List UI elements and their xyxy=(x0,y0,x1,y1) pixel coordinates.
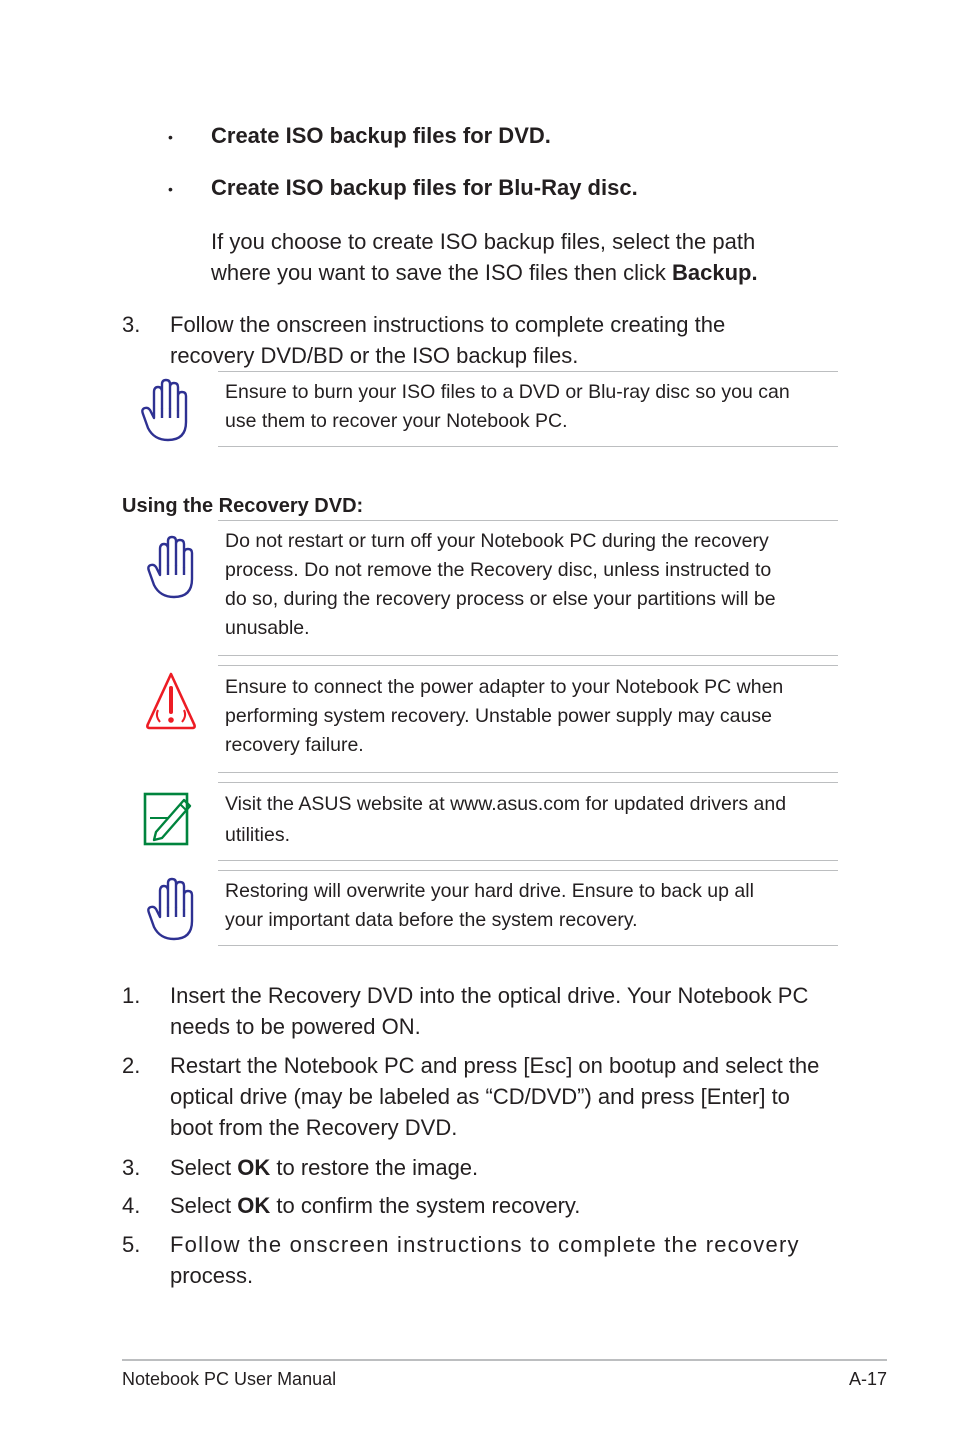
bullet-dot: • xyxy=(168,181,173,197)
backup-keyword: Backup. xyxy=(672,260,758,285)
step-number: 2. xyxy=(122,1053,141,1078)
step-number: 5. xyxy=(122,1232,141,1257)
section-heading: Using the Recovery DVD: xyxy=(122,495,364,517)
step-number: 4. xyxy=(122,1193,141,1218)
rule xyxy=(218,870,838,871)
rule xyxy=(218,782,838,783)
step-2-text: Restart the Notebook PC and press [Esc] on bootup and select the optical drive (may be labeled as “CD/DVD”) and press [Enter] to boot from the Recovery DVD. xyxy=(170,1053,820,1140)
rule xyxy=(218,655,838,656)
step-5-text: Follow the onscreen instructions to complete the recovery process. xyxy=(170,1232,800,1288)
bullet-dot: • xyxy=(168,129,173,145)
footer-title: Notebook PC User Manual xyxy=(122,1369,337,1389)
rule xyxy=(218,371,838,372)
iso-paragraph-line2: where you want to save the ISO files then click Backup. xyxy=(211,260,758,285)
footer-rule xyxy=(122,1359,887,1361)
step-number: 1. xyxy=(122,983,141,1008)
step3-text: Follow the onscreen instructions to complete creating the recovery DVD/BD or the ISO backup files. xyxy=(170,312,726,368)
warning-icon xyxy=(144,670,198,732)
iso-paragraph xyxy=(211,226,837,288)
ok-keyword: OK xyxy=(237,1193,271,1218)
step-1-text: Insert the Recovery DVD into the optical drive. Your Notebook PC needs to be powered ON. xyxy=(170,983,809,1039)
rule xyxy=(218,520,838,521)
rule xyxy=(218,945,838,946)
iso-paragraph-line1: If you choose to create ISO backup files, select the path xyxy=(211,229,756,254)
step-number: 3. xyxy=(122,312,141,337)
note-burn-iso: Ensure to burn your ISO files to a DVD or Blu-ray disc so you can use them to recover your Notebook PC. xyxy=(225,381,790,432)
hand-icon xyxy=(146,877,196,943)
rule xyxy=(218,665,838,666)
bullet-item-dvd: Create ISO backup files for DVD. xyxy=(211,123,551,148)
ok-keyword: OK xyxy=(237,1155,271,1180)
hand-icon xyxy=(140,378,190,444)
note-asus-website: Visit the ASUS website at www.asus.com for updated drivers and utilities. xyxy=(225,793,787,846)
rule xyxy=(218,860,838,861)
step-3-text: Select OK to restore the image. xyxy=(170,1155,479,1180)
step-4-text: Select OK to confirm the system recovery. xyxy=(170,1193,581,1218)
note-pencil-icon xyxy=(142,788,194,848)
note-overwrite-warning: Restoring will overwrite your hard drive. Ensure to back up all your important data before the system recovery. xyxy=(225,880,754,931)
page-number: A-17 xyxy=(848,1369,887,1389)
step-number: 3. xyxy=(122,1155,141,1180)
hand-icon xyxy=(146,535,196,601)
note-do-not-restart: Do not restart or turn off your Notebook PC during the recovery process. Do not remove the Recovery disc, unless instructed to do so, during the recovery process or else your partitions will be unusable. xyxy=(225,530,776,639)
rule xyxy=(218,446,838,447)
rule xyxy=(218,772,838,773)
bullet-item-bluray: Create ISO backup files for Blu-Ray disc. xyxy=(211,175,638,200)
note-power-adapter: Ensure to connect the power adapter to your Notebook PC when performing system recovery. Unstable power supply may cause recovery failure. xyxy=(225,676,784,756)
